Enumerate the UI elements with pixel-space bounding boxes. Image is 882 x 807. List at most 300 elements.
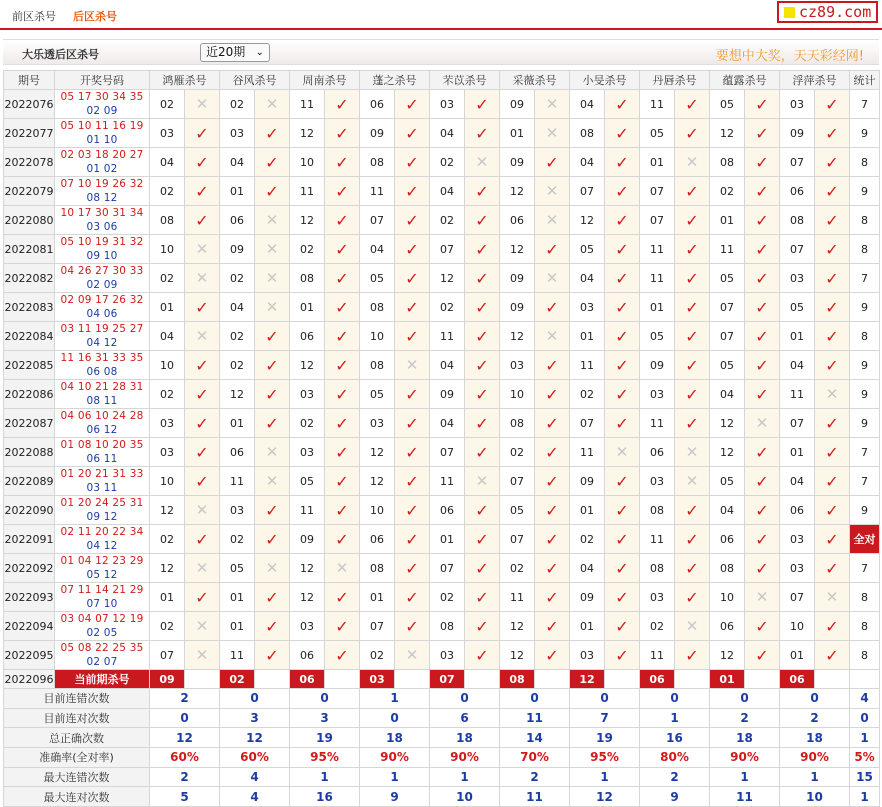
stats-label: 准确率(全对率) — [4, 748, 150, 768]
kill-number-cell: 12 — [220, 380, 255, 409]
check-icon: ✓ — [265, 413, 279, 433]
check-icon: ✓ — [755, 326, 769, 346]
kill-number-cell: 10 — [150, 235, 185, 264]
back-zone-numbers: 06 11 — [86, 453, 118, 465]
column-header: 蓬之杀号 — [360, 71, 430, 90]
kill-number-cell: 02 — [150, 612, 185, 641]
kill-number-cell: 07 — [500, 467, 535, 496]
current-kill-number: 07 — [430, 670, 465, 689]
result-mark-cell — [535, 409, 570, 438]
result-mark-cell — [465, 467, 500, 496]
current-kill-spacer — [255, 670, 290, 689]
check-icon: ✓ — [755, 210, 769, 230]
top-nav — [0, 0, 882, 30]
kill-number-cell: 12 — [290, 206, 325, 235]
stats-value: 2 — [780, 708, 850, 728]
tally-cell: 8 — [850, 148, 880, 177]
check-icon: ✓ — [265, 616, 279, 636]
column-header: 期号 — [4, 71, 55, 90]
draw-numbers-cell — [55, 206, 150, 235]
check-icon: ✓ — [335, 384, 349, 404]
result-mark-cell — [395, 467, 430, 496]
back-zone-numbers: 07 10 — [86, 598, 118, 610]
result-mark-cell — [605, 351, 640, 380]
check-icon: ✓ — [475, 384, 489, 404]
check-icon: ✓ — [475, 355, 489, 375]
check-icon: ✓ — [265, 529, 279, 549]
check-icon: ✓ — [825, 94, 839, 114]
slogan-link[interactable]: 要想中大奖，天天彩经网! — [715, 49, 864, 64]
result-mark-cell — [185, 467, 220, 496]
check-icon: ✓ — [265, 500, 279, 520]
stats-value: 16 — [640, 728, 710, 748]
result-mark-cell — [675, 351, 710, 380]
check-icon: ✓ — [755, 645, 769, 665]
check-icon: ✓ — [265, 326, 279, 346]
column-header: 谷风杀号 — [220, 71, 290, 90]
stats-value: 6 — [430, 708, 500, 728]
check-icon: ✓ — [195, 297, 209, 317]
kill-number-cell: 05 — [710, 467, 745, 496]
kill-number-cell: 04 — [780, 467, 815, 496]
result-mark-cell — [395, 293, 430, 322]
result-mark-cell — [465, 264, 500, 293]
check-icon: ✓ — [685, 558, 699, 578]
kill-number-cell: 05 — [360, 264, 395, 293]
back-zone-numbers: 04 12 — [86, 540, 118, 552]
check-icon: ✓ — [685, 297, 699, 317]
site-logo[interactable] — [777, 1, 878, 23]
stats-value: 0 — [220, 689, 290, 709]
check-icon: ✓ — [335, 181, 349, 201]
kill-number-cell: 12 — [570, 206, 605, 235]
check-icon: ✓ — [685, 587, 699, 607]
check-icon: ✓ — [265, 384, 279, 404]
result-mark-cell — [745, 554, 780, 583]
result-mark-cell — [395, 235, 430, 264]
kill-number-cell: 11 — [640, 235, 675, 264]
result-mark-cell — [395, 583, 430, 612]
result-mark-cell — [815, 119, 850, 148]
result-mark-cell — [395, 641, 430, 670]
check-icon: ✓ — [335, 587, 349, 607]
check-icon: ✓ — [195, 413, 209, 433]
result-mark-cell — [255, 148, 290, 177]
stats-value: 3 — [220, 708, 290, 728]
result-mark-cell — [745, 90, 780, 119]
stats-value: 1 — [850, 728, 880, 748]
table-row — [4, 293, 880, 322]
result-mark-cell — [605, 496, 640, 525]
result-mark-cell — [535, 90, 570, 119]
front-zone-numbers: 10 17 30 31 34 — [60, 207, 144, 219]
tally-cell: 8 — [850, 235, 880, 264]
kill-number-cell: 04 — [150, 322, 185, 351]
tally-cell: 8 — [850, 206, 880, 235]
kill-number-cell: 02 — [500, 554, 535, 583]
kill-number-cell: 12 — [360, 438, 395, 467]
tally-cell: 7 — [850, 90, 880, 119]
check-icon: ✓ — [405, 123, 419, 143]
kill-number-cell: 08 — [640, 496, 675, 525]
current-kill-spacer — [465, 670, 500, 689]
kill-number-cell: 06 — [710, 525, 745, 554]
result-mark-cell — [815, 467, 850, 496]
tally-cell: 9 — [850, 119, 880, 148]
table-row — [4, 90, 880, 119]
check-icon: ✓ — [335, 152, 349, 172]
result-mark-cell — [675, 525, 710, 554]
kill-number-cell: 05 — [710, 264, 745, 293]
result-mark-cell — [605, 90, 640, 119]
check-icon: ✓ — [755, 558, 769, 578]
result-mark-cell — [255, 467, 290, 496]
result-mark-cell — [605, 235, 640, 264]
kill-number-cell: 12 — [500, 235, 535, 264]
kill-number-cell: 02 — [290, 409, 325, 438]
check-icon: ✓ — [755, 152, 769, 172]
kill-number-cell: 08 — [430, 612, 465, 641]
kill-number-cell: 10 — [150, 351, 185, 380]
result-mark-cell — [745, 322, 780, 351]
check-icon: ✓ — [475, 500, 489, 520]
kill-number-cell: 02 — [220, 525, 255, 554]
kill-number-cell: 11 — [220, 641, 255, 670]
kill-number-cell: 06 — [290, 322, 325, 351]
result-mark-cell — [395, 351, 430, 380]
result-mark-cell — [325, 612, 360, 641]
result-mark-cell — [185, 119, 220, 148]
table-row — [4, 641, 880, 670]
check-icon: ✓ — [475, 297, 489, 317]
tab-front-zone[interactable]: 前区杀号 — [12, 10, 56, 23]
result-mark-cell — [185, 322, 220, 351]
result-mark-cell — [815, 148, 850, 177]
check-icon: ✓ — [195, 471, 209, 491]
check-icon: ✓ — [265, 645, 279, 665]
result-mark-cell — [815, 583, 850, 612]
draw-numbers-cell — [55, 525, 150, 554]
cross-icon: ✕ — [545, 327, 559, 345]
result-mark-cell — [535, 496, 570, 525]
stats-value: 18 — [360, 728, 430, 748]
result-mark-cell — [395, 206, 430, 235]
kill-number-cell: 04 — [710, 380, 745, 409]
back-zone-numbers: 02 05 — [86, 627, 118, 639]
table-header — [4, 71, 880, 90]
check-icon: ✓ — [825, 355, 839, 375]
result-mark-cell — [675, 206, 710, 235]
kill-number-cell: 02 — [220, 90, 255, 119]
kill-number-cell: 04 — [430, 351, 465, 380]
result-mark-cell — [745, 438, 780, 467]
result-mark-cell — [675, 235, 710, 264]
check-icon: ✓ — [685, 210, 699, 230]
check-icon: ✓ — [335, 94, 349, 114]
stats-value: 0 — [360, 708, 430, 728]
stats-value: 1 — [430, 767, 500, 787]
back-zone-numbers: 04 06 — [86, 308, 118, 320]
tally-cell: 9 — [850, 409, 880, 438]
kill-number-cell: 01 — [570, 496, 605, 525]
result-mark-cell — [255, 322, 290, 351]
result-mark-cell — [815, 206, 850, 235]
result-mark-cell — [325, 583, 360, 612]
kill-number-cell: 02 — [150, 177, 185, 206]
check-icon: ✓ — [545, 413, 559, 433]
check-icon: ✓ — [825, 500, 839, 520]
stats-row — [4, 767, 880, 787]
check-icon: ✓ — [755, 529, 769, 549]
kill-number-cell: 03 — [780, 554, 815, 583]
current-kill-number: 02 — [220, 670, 255, 689]
result-mark-cell — [745, 496, 780, 525]
result-mark-cell — [535, 119, 570, 148]
kill-number-cell: 07 — [360, 612, 395, 641]
kill-number-cell: 01 — [780, 641, 815, 670]
check-icon: ✓ — [195, 355, 209, 375]
result-mark-cell — [815, 380, 850, 409]
check-icon: ✓ — [825, 413, 839, 433]
result-mark-cell — [395, 525, 430, 554]
kill-number-cell: 07 — [710, 322, 745, 351]
check-icon: ✓ — [545, 355, 559, 375]
result-mark-cell — [255, 380, 290, 409]
kill-number-cell: 07 — [430, 554, 465, 583]
check-icon: ✓ — [335, 123, 349, 143]
kill-number-cell: 12 — [290, 119, 325, 148]
table-row — [4, 467, 880, 496]
kill-number-cell: 07 — [640, 206, 675, 235]
current-kill-label: 当前期杀号 — [55, 670, 150, 689]
check-icon: ✓ — [685, 268, 699, 288]
period-range-select[interactable] — [200, 43, 270, 62]
stats-label: 目前连错次数 — [4, 689, 150, 709]
result-mark-cell — [185, 496, 220, 525]
draw-numbers-cell — [55, 148, 150, 177]
check-icon: ✓ — [545, 384, 559, 404]
kill-number-cell: 02 — [220, 264, 255, 293]
result-mark-cell — [535, 293, 570, 322]
kill-number-cell: 11 — [570, 438, 605, 467]
kill-number-cell: 06 — [220, 206, 255, 235]
check-icon: ✓ — [545, 471, 559, 491]
front-zone-numbers: 11 16 31 33 35 — [60, 352, 144, 364]
result-mark-cell — [185, 206, 220, 235]
table-row — [4, 177, 880, 206]
kill-number-cell: 10 — [290, 148, 325, 177]
check-icon: ✓ — [685, 645, 699, 665]
result-mark-cell — [745, 119, 780, 148]
check-icon: ✓ — [195, 587, 209, 607]
result-mark-cell — [395, 496, 430, 525]
result-mark-cell — [395, 264, 430, 293]
stats-value: 0 — [710, 689, 780, 709]
result-mark-cell — [675, 438, 710, 467]
check-icon: ✓ — [545, 587, 559, 607]
column-header: 浮萍杀号 — [780, 71, 850, 90]
result-mark-cell — [465, 438, 500, 467]
stats-row — [4, 728, 880, 748]
stats-value: 1 — [360, 767, 430, 787]
kill-number-cell: 03 — [570, 641, 605, 670]
result-mark-cell — [255, 612, 290, 641]
stats-value: 18 — [430, 728, 500, 748]
period-cell: 2022077 — [4, 119, 55, 148]
kill-number-cell: 09 — [500, 90, 535, 119]
kill-number-cell: 08 — [290, 264, 325, 293]
column-header: 芣苡杀号 — [430, 71, 500, 90]
result-mark-cell — [185, 293, 220, 322]
kill-number-cell: 09 — [570, 583, 605, 612]
stats-value: 1 — [360, 689, 430, 709]
draw-numbers-cell — [55, 90, 150, 119]
draw-numbers-cell — [55, 641, 150, 670]
draw-numbers-cell — [55, 235, 150, 264]
front-zone-numbers: 02 03 18 20 27 — [60, 149, 144, 161]
kill-number-cell: 03 — [150, 119, 185, 148]
tally-cell: 9 — [850, 351, 880, 380]
draw-numbers-cell — [55, 351, 150, 380]
result-mark-cell — [675, 641, 710, 670]
kill-number-cell: 12 — [500, 612, 535, 641]
check-icon: ✓ — [825, 268, 839, 288]
current-kill-spacer — [605, 670, 640, 689]
result-mark-cell — [255, 119, 290, 148]
check-icon: ✓ — [475, 529, 489, 549]
cross-icon: ✕ — [265, 298, 279, 316]
kill-number-cell: 02 — [150, 380, 185, 409]
tally-cell: 7 — [850, 554, 880, 583]
tally-cell: 8 — [850, 583, 880, 612]
kill-number-cell: 05 — [640, 322, 675, 351]
kill-number-cell: 03 — [640, 380, 675, 409]
draw-numbers-cell — [55, 496, 150, 525]
result-mark-cell — [815, 293, 850, 322]
table-row — [4, 438, 880, 467]
check-icon: ✓ — [615, 152, 629, 172]
check-icon: ✓ — [405, 210, 419, 230]
current-kill-number: 08 — [500, 670, 535, 689]
check-icon: ✓ — [475, 558, 489, 578]
kill-number-cell: 12 — [290, 583, 325, 612]
check-icon: ✓ — [755, 268, 769, 288]
check-icon: ✓ — [545, 152, 559, 172]
check-icon: ✓ — [825, 181, 839, 201]
kill-number-cell: 11 — [640, 409, 675, 438]
check-icon: ✓ — [405, 616, 419, 636]
kill-number-cell: 03 — [780, 264, 815, 293]
kill-number-cell: 04 — [150, 148, 185, 177]
result-mark-cell — [745, 177, 780, 206]
kill-number-cell: 02 — [150, 525, 185, 554]
result-mark-cell — [465, 525, 500, 554]
result-mark-cell — [675, 119, 710, 148]
result-mark-cell — [535, 525, 570, 554]
stats-value: 2 — [150, 767, 220, 787]
period-cell: 2022078 — [4, 148, 55, 177]
result-mark-cell — [325, 409, 360, 438]
kill-number-cell: 03 — [430, 641, 465, 670]
check-icon: ✓ — [685, 413, 699, 433]
stats-value: 0 — [640, 689, 710, 709]
kill-number-cell: 05 — [290, 467, 325, 496]
result-mark-cell — [535, 148, 570, 177]
back-zone-numbers: 08 11 — [86, 395, 118, 407]
check-icon: ✓ — [615, 239, 629, 259]
check-icon: ✓ — [475, 645, 489, 665]
cross-icon: ✕ — [265, 443, 279, 461]
check-icon: ✓ — [335, 210, 349, 230]
stats-value: 95% — [570, 748, 640, 768]
check-icon: ✓ — [475, 239, 489, 259]
kill-number-cell: 03 — [290, 612, 325, 641]
check-icon: ✓ — [335, 268, 349, 288]
stats-value: 12 — [150, 728, 220, 748]
kill-number-cell: 01 — [570, 322, 605, 351]
result-mark-cell — [395, 554, 430, 583]
kill-number-cell: 10 — [360, 496, 395, 525]
kill-number-cell: 07 — [780, 409, 815, 438]
draw-numbers-cell — [55, 119, 150, 148]
kill-number-cell: 03 — [150, 409, 185, 438]
period-cell: 2022082 — [4, 264, 55, 293]
kill-number-cell: 05 — [710, 90, 745, 119]
current-kill-spacer — [535, 670, 570, 689]
kill-number-cell: 08 — [640, 554, 675, 583]
kill-number-cell: 07 — [640, 177, 675, 206]
kill-number-cell: 10 — [780, 612, 815, 641]
result-mark-cell — [255, 409, 290, 438]
kill-number-cell: 07 — [780, 583, 815, 612]
check-icon: ✓ — [405, 529, 419, 549]
back-zone-numbers: 01 02 — [86, 163, 118, 175]
table-row — [4, 206, 880, 235]
current-tally-spacer — [850, 670, 880, 689]
result-mark-cell — [675, 583, 710, 612]
result-mark-cell — [395, 322, 430, 351]
front-zone-numbers: 02 09 17 26 32 — [60, 294, 144, 306]
result-mark-cell — [535, 235, 570, 264]
kill-number-cell: 03 — [150, 438, 185, 467]
kill-number-cell: 10 — [710, 583, 745, 612]
result-mark-cell — [325, 235, 360, 264]
cross-icon: ✕ — [195, 501, 209, 519]
check-icon: ✓ — [825, 558, 839, 578]
result-mark-cell — [675, 496, 710, 525]
stats-value: 0 — [150, 708, 220, 728]
kill-number-cell: 11 — [290, 496, 325, 525]
check-icon: ✓ — [475, 442, 489, 462]
result-mark-cell — [675, 293, 710, 322]
column-header: 鸿雁杀号 — [150, 71, 220, 90]
tab-back-zone[interactable]: 后区杀号 — [73, 10, 117, 23]
period-cell: 2022094 — [4, 612, 55, 641]
result-mark-cell — [185, 148, 220, 177]
kill-number-cell: 07 — [500, 525, 535, 554]
kill-number-cell: 09 — [640, 351, 675, 380]
result-mark-cell — [185, 583, 220, 612]
result-mark-cell — [465, 119, 500, 148]
kill-number-cell: 01 — [220, 177, 255, 206]
tally-cell: 9 — [850, 496, 880, 525]
check-icon: ✓ — [335, 297, 349, 317]
period-cell: 2022090 — [4, 496, 55, 525]
cross-icon: ✕ — [405, 646, 419, 664]
check-icon: ✓ — [685, 529, 699, 549]
draw-numbers-cell — [55, 467, 150, 496]
kill-number-cell: 11 — [290, 177, 325, 206]
